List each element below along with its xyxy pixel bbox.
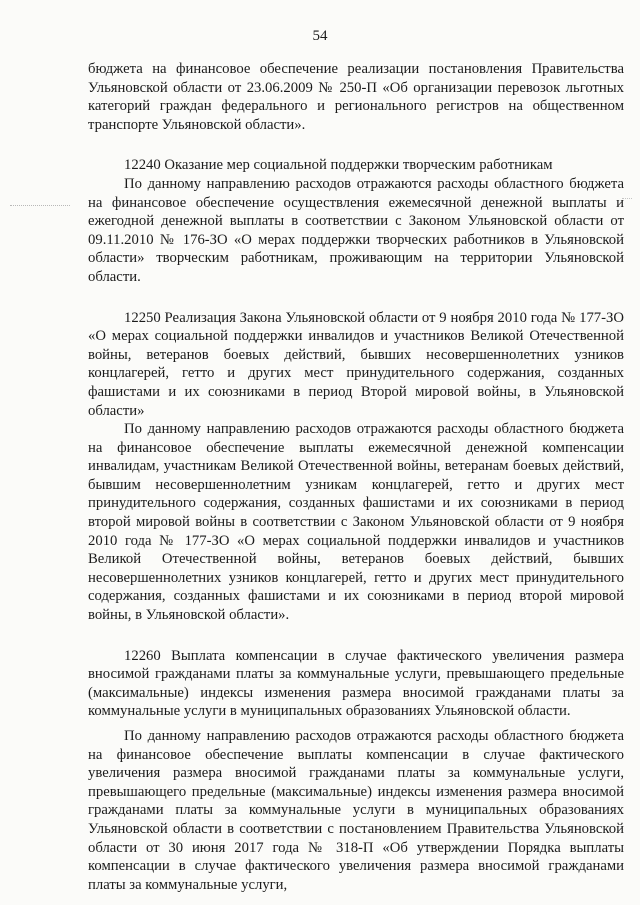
- section-heading-12260: 12260 Выплата компенсации в случае фактического увеличения размера вносимой гражданами платы за коммунальные услуги, превышающего предельные (максимальные) индексы изменения размера вносимой гражданами платы за коммунальные услуги в муниципальных образованиях Ульяновской области.: [88, 647, 624, 720]
- scan-artifact: [10, 205, 70, 208]
- section-heading-12250: 12250 Реализация Закона Ульяновской области от 9 ноября 2010 года № 177-ЗО «О мерах социальной поддержки инвалидов и участников Великой Отечественной войны, ветеранов боевых действий, бывших несовершеннолетних узников концлагерей, гетто и других мест принудительного содержания, созданных фашистами и их союзниками в период Второй мировой войны, в Ульяновской области»: [88, 309, 624, 419]
- paragraph-12240-body: По данному направлению расходов отражаются расходы областного бюджета на финансовое обеспечение осуществления ежемесячной денежной выплаты и ежегодной денежной выплаты в соответствии с Законом Ульяновской области от 09.11.2010 № 176-ЗО «О мерах поддержки творческих работников в Ульяновской области» творческим работникам, проживающим на территории Ульяновской области.: [88, 175, 624, 285]
- section-heading-12240: 12240 Оказание мер социальной поддержки творческим работникам: [124, 157, 553, 174]
- document-body: [88, 60, 624, 894]
- page-number: 54: [312, 28, 328, 44]
- paragraph-12260-body: По данному направлению расходов отражаются расходы областного бюджета на финансовое обеспечение выплаты компенсации в случае фактического увеличения размера вносимой гражданами платы за коммунальные услуги, превышающего предельные (максимальные) индексы изменения размера вносимой гражданами платы за коммунальные услуги в муниципальных образованиях Ульяновской области в соответствии с постановлением Правительства Ульяновской области от 30 июня 2017 года № 318-П «Об утверждении Порядка выплаты компенсации в случае фактического увеличения размера вносимой гражданами платы за коммунальные услуги,: [88, 728, 624, 893]
- paragraph-continuation: бюджета на финансовое обеспечение реализации постановления Правительства Ульяновской области от 23.06.2009 № 250-П «Об организации перевозок льготных категорий граждан федерального и регионального регистров на общественном транспорте Ульяновской области».: [88, 61, 624, 133]
- paragraph-12250-body: По данному направлению расходов отражаются расходы областного бюджета на финансовое обеспечение выплаты ежемесячной денежной компенсации инвалидам, участникам Великой Отечественной войны, ветеранам боевых действий, бывшим несовершеннолетним узникам концлагерей, гетто и других мест принудительного содержания, созданных фашистами и их союзниками в период второй мировой войны в соответствии с Законом Ульяновской области от 9 ноября 2010 года № 177-ЗО «О мерах социальной поддержки инвалидов и участников Великой Отечественной войны, ветеранов боевых действий, бывших несовершеннолетних узников концлагерей, гетто и других мест принудительного содержания, созданных фашистами и их союзниками в период второй мировой войны, в Ульяновской области».: [88, 421, 624, 624]
